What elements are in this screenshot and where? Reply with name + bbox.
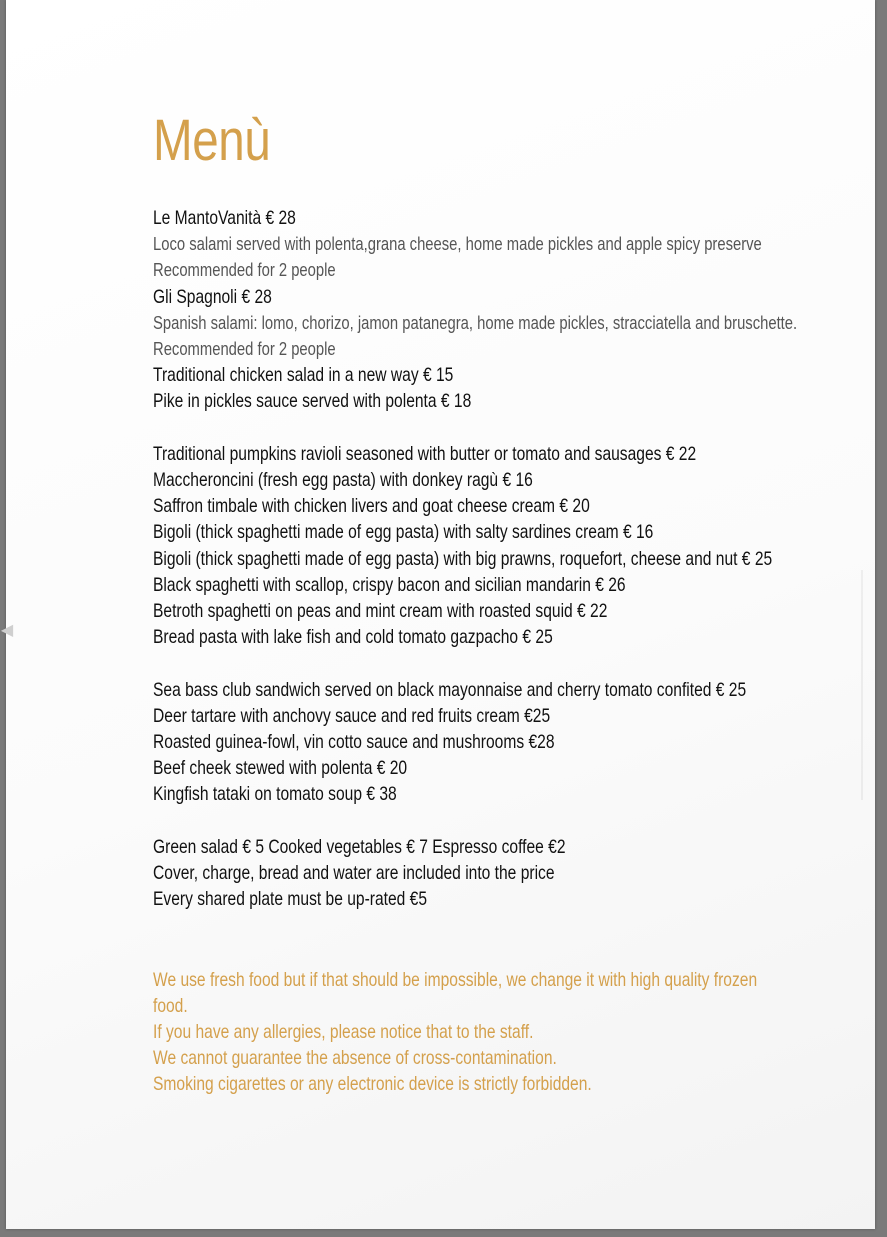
menu-item: Every shared plate must be up-rated €5: [153, 888, 428, 911]
section-spacer: [153, 808, 853, 834]
menu-notes: [153, 967, 853, 1097]
menu-item-description: Loco salami served with polenta,grana cheese, home made pickles and apple spicy preserve: [153, 233, 762, 255]
note-line: food.: [153, 995, 188, 1017]
menu-item: Betroth spaghetti on peas and mint cream with roasted squid € 22: [153, 600, 608, 623]
menu-item: Green salad € 5 Cooked vegetables € 7 Espresso coffee €2: [153, 835, 566, 858]
note-line: We use fresh food but if that should be impossible, we change it with high quality frozen: [153, 969, 758, 991]
note-line: If you have any allergies, please notice that to the staff.: [153, 1021, 534, 1043]
menu-content: [153, 205, 853, 912]
menu-item: Sea bass club sandwich served on black mayonnaise and cherry tomato confited € 25: [153, 678, 747, 701]
menu-item: Bigoli (thick spaghetti made of egg pasta) with big prawns, roquefort, cheese and nut € 25: [153, 547, 773, 570]
menu-item: Kingfish tataki on tomato soup € 38: [153, 783, 397, 806]
menu-item: Traditional chicken salad in a new way € 15: [153, 364, 454, 387]
menu-item-description: Recommended for 2 people: [153, 338, 336, 360]
menu-item: Maccheroncini (fresh egg pasta) with donkey ragù € 16: [153, 469, 533, 492]
menu-item: Beef cheek stewed with polenta € 20: [153, 757, 408, 780]
menu-item: Bread pasta with lake fish and cold tomato gazpacho € 25: [153, 626, 553, 649]
menu-item-description: Spanish salami: lomo, chorizo, jamon patanegra, home made pickles, stracciatella and bruschette.: [153, 311, 798, 333]
note-line: We cannot guarantee the absence of cross-contamination.: [153, 1047, 557, 1069]
section-spacer: [153, 650, 853, 676]
page-edge-shadow: [861, 570, 863, 800]
menu-section-starters: [153, 205, 853, 415]
section-spacer: [153, 415, 853, 441]
menu-item: Traditional pumpkins ravioli seasoned with butter or tomato and sausages € 22: [153, 442, 697, 465]
menu-section-extras: [153, 834, 853, 913]
menu-item-description: Recommended for 2 people: [153, 259, 336, 281]
menu-item: Le MantoVanità € 28: [153, 207, 296, 229]
menu-item: Saffron timbale with chicken livers and goat cheese cream € 20: [153, 495, 590, 518]
menu-section-mains: [153, 677, 853, 808]
menu-item: Roasted guinea-fowl, vin cotto sauce and mushrooms €28: [153, 731, 555, 754]
page-title: Menù: [153, 108, 271, 173]
menu-item: Cover, charge, bread and water are included into the price: [153, 862, 555, 885]
menu-item: Gli Spagnoli € 28: [153, 285, 272, 308]
menu-item: Bigoli (thick spaghetti made of egg pasta) with salty sardines cream € 16: [153, 521, 654, 544]
menu-item: Pike in pickles sauce served with polenta € 18: [153, 390, 472, 413]
chevron-left-icon[interactable]: ◀: [0, 622, 14, 639]
menu-section-pasta: [153, 441, 853, 651]
menu-item: Deer tartare with anchovy sauce and red fruits cream €25: [153, 704, 551, 727]
note-line: Smoking cigarettes or any electronic device is strictly forbidden.: [153, 1073, 592, 1095]
menu-item: Black spaghetti with scallop, crispy bacon and sicilian mandarin € 26: [153, 573, 626, 596]
menu-page: [6, 0, 875, 1229]
